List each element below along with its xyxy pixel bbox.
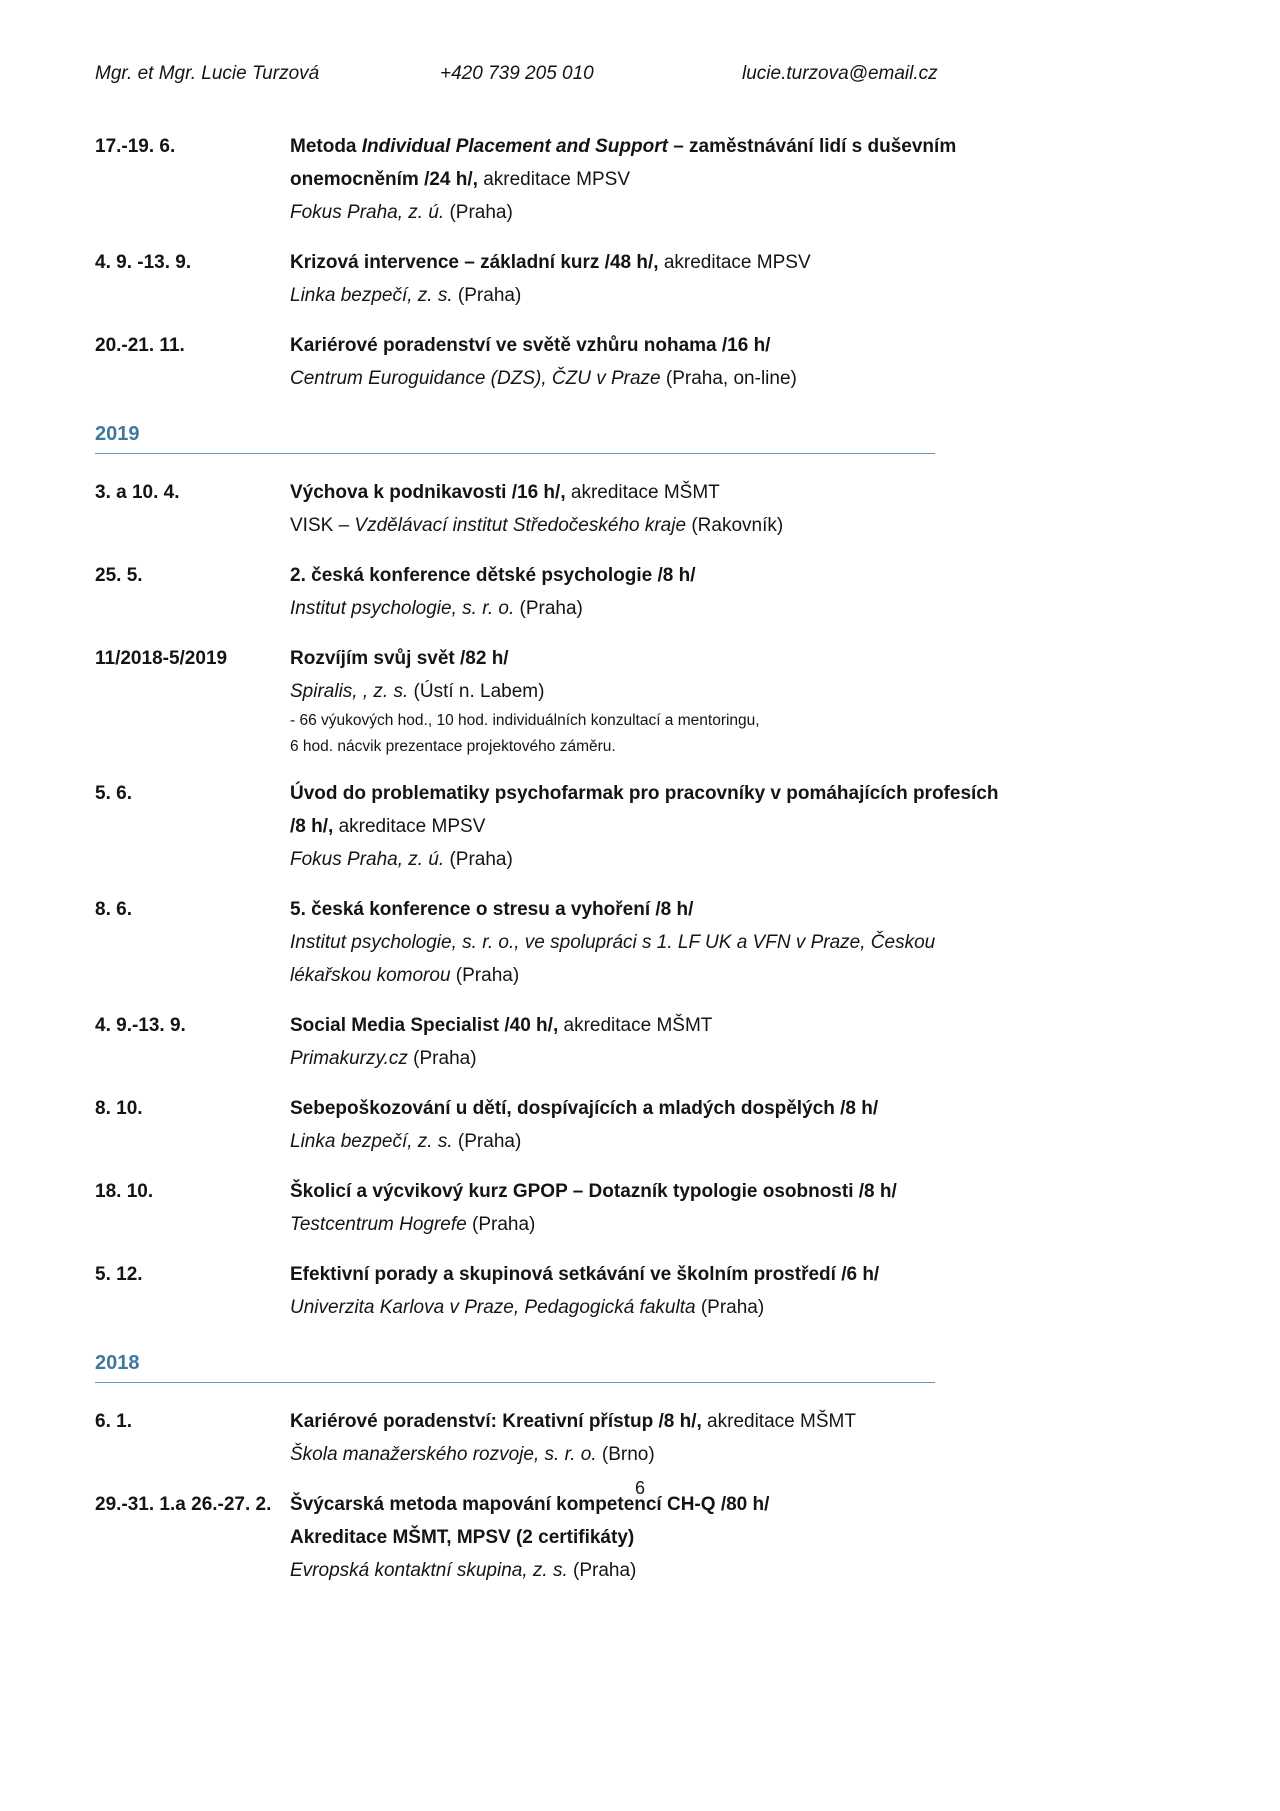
- entry-description: [290, 1258, 1015, 1324]
- entry-row: [95, 1009, 1185, 1075]
- entry-line: [290, 559, 1015, 592]
- entry-date: 29.-31. 1.a 26.-27. 2.: [95, 1494, 272, 1515]
- entry-line: [290, 196, 1015, 229]
- entry-text-segment: 5. česká konference o stresu a vyhoření /8 h/: [290, 899, 694, 920]
- entry-text-segment: Vzdělávací institut Středočeského kraje: [354, 515, 687, 536]
- entry-row: [95, 1405, 1185, 1471]
- entry-text-segment: Akreditace MŠMT, MPSV (2 certifikáty): [290, 1527, 635, 1548]
- entry-line: [290, 592, 1015, 625]
- entry-description: [290, 642, 1015, 760]
- entry-line: [290, 1175, 1015, 1208]
- entry-line: [290, 1258, 1015, 1291]
- entry-date: 5. 12.: [95, 1264, 143, 1285]
- entry-text-segment: 2. česká konference dětské psychologie /8 h/: [290, 565, 696, 586]
- entry-text-segment: Sebepoškozování u dětí, dospívajících a mladých dospělých /8 h/: [290, 1098, 879, 1119]
- entry-text-segment: Kariérové poradenství: Kreativní přístup /8 h/,: [290, 1411, 702, 1432]
- entry-line: [290, 476, 1015, 509]
- entry-text-segment: (Praha): [444, 849, 513, 870]
- entry-line: [290, 279, 1015, 312]
- entry-row: [95, 1175, 1185, 1241]
- entry-description: [290, 1092, 1015, 1158]
- entry-row: [95, 777, 1185, 876]
- entry-text-segment: VISK –: [290, 515, 355, 536]
- entry-text-segment: Linka bezpečí, z. s.: [290, 1131, 453, 1152]
- entry-date: 3. a 10. 4.: [95, 482, 180, 503]
- entry-description: [290, 1488, 1015, 1587]
- entry-text-segment: akreditace MŠMT: [558, 1015, 713, 1036]
- entry-line: [290, 708, 1015, 734]
- page-number: 6: [634, 1478, 645, 1498]
- entry-description: [290, 130, 1015, 229]
- entry-date: 25. 5.: [95, 565, 143, 586]
- entry-description: [290, 476, 1015, 542]
- entry-date: 8. 6.: [95, 899, 132, 920]
- entry-text-segment: akreditace MŠMT: [565, 482, 720, 503]
- entry-line: [290, 1125, 1015, 1158]
- entry-text-segment: (Praha): [695, 1297, 765, 1318]
- entry-row: [95, 893, 1185, 992]
- entries-area: [95, 130, 1185, 1587]
- entry-description: [290, 893, 1015, 992]
- entry-row: [95, 1488, 1185, 1587]
- entry-text-segment: (Brno): [596, 1444, 655, 1465]
- entry-text-segment: - 66 výukových hod., 10 hod. individuálních konzultací a mentoringu,: [290, 712, 760, 729]
- document-header: [95, 62, 1185, 86]
- entry-line: [290, 642, 1015, 675]
- entry-date: 4. 9.-13. 9.: [95, 1015, 186, 1036]
- entry-text-segment: Spiralis, , z. s.: [290, 681, 409, 702]
- entry-row: [95, 1258, 1185, 1324]
- entry-text-segment: Úvod do problematiky psychofarmak pro pracovníky v pomáhajících profesích /8 h/,: [290, 783, 999, 837]
- entry-date: 20.-21. 11.: [95, 335, 185, 356]
- entry-text-segment: (Praha): [466, 1214, 536, 1235]
- entry-line: [290, 130, 1015, 196]
- entry-description: [290, 1009, 1015, 1075]
- entry-line: [290, 1438, 1015, 1471]
- entry-line: [290, 1554, 1015, 1587]
- entry-text-segment: (Rakovník): [686, 515, 784, 536]
- entry-date: 17.-19. 6.: [95, 136, 176, 157]
- entry-text-segment: (Praha, on-line): [660, 368, 797, 389]
- entry-line: [290, 777, 1015, 843]
- entry-description: [290, 329, 1015, 395]
- entry-text-segment: (Praha): [444, 202, 513, 223]
- entry-text-segment: 6 hod. nácvik prezentace projektového záměru.: [290, 738, 616, 755]
- entry-line: [290, 362, 1015, 395]
- entry-text-segment: (Praha): [514, 598, 583, 619]
- entry-line: [290, 675, 1015, 708]
- entry-date: 11/2018-5/2019: [95, 648, 228, 669]
- entry-line: [290, 1208, 1015, 1241]
- entry-line: [290, 246, 1015, 279]
- entry-row: [95, 476, 1185, 542]
- entry-row: [95, 329, 1185, 395]
- entry-text-segment: Kariérové poradenství ve světě vzhůru nohama /16 h/: [290, 335, 771, 356]
- section-year-label: 2018: [95, 1352, 140, 1374]
- entry-date: 8. 10.: [95, 1098, 143, 1119]
- entry-text-segment: Metoda: [290, 136, 362, 157]
- entry-text-segment: (Praha): [452, 285, 522, 306]
- entry-line: [290, 329, 1015, 362]
- entry-line: [290, 1042, 1015, 1075]
- header-name: Mgr. et Mgr. Lucie Turzová: [95, 63, 320, 84]
- entry-date: 4. 9. -13. 9.: [95, 252, 192, 273]
- entry-line: [290, 509, 1015, 542]
- header-email: lucie.turzova@email.cz: [742, 63, 938, 84]
- entry-text-segment: – zaměstnávání lidí s duševním onemocněním /24 h/,: [290, 136, 957, 190]
- entry-text-segment: Institut psychologie, s. r. o., ve spolupráci s 1. LF UK a VFN v Praze, Českou lékařskou komorou: [290, 932, 936, 986]
- entry-line: [290, 843, 1015, 876]
- entry-text-segment: (Praha): [452, 1131, 522, 1152]
- entry-text-segment: Výchova k podnikavosti /16 h/,: [290, 482, 566, 503]
- entry-text-segment: Centrum Euroguidance (DZS), ČZU v Praze: [290, 368, 661, 389]
- entry-description: [290, 246, 1015, 312]
- section-year-heading: [95, 1351, 935, 1383]
- entry-text-segment: Škola manažerského rozvoje, s. r. o.: [290, 1444, 597, 1465]
- entry-description: [290, 1405, 1015, 1471]
- entry-description: [290, 777, 1015, 876]
- entry-line: [290, 1521, 1015, 1554]
- entry-text-segment: Krizová intervence – základní kurz /48 h/,: [290, 252, 659, 273]
- entry-text-segment: Individual Placement and Support: [361, 136, 668, 157]
- entry-text-segment: Fokus Praha, z. ú.: [290, 849, 445, 870]
- entry-text-segment: Institut psychologie, s. r. o.: [290, 598, 515, 619]
- entry-text-segment: akreditace MŠMT: [701, 1411, 856, 1432]
- entry-text-segment: (Ústí n. Labem): [408, 681, 545, 702]
- entry-text-segment: Rozvíjím svůj svět /82 h/: [290, 648, 509, 669]
- entry-text-segment: Univerzita Karlova v Praze, Pedagogická fakulta: [290, 1297, 696, 1318]
- entry-description: [290, 1175, 1015, 1241]
- entry-text-segment: Linka bezpečí, z. s.: [290, 285, 453, 306]
- entry-text-segment: Testcentrum Hogrefe: [290, 1214, 467, 1235]
- entry-date: 6. 1.: [95, 1411, 132, 1432]
- entry-text-segment: (Praha): [407, 1048, 477, 1069]
- entry-line: [290, 1092, 1015, 1125]
- section-year-heading: [95, 422, 935, 454]
- entry-text-segment: Social Media Specialist /40 h/,: [290, 1015, 559, 1036]
- entry-description: [290, 559, 1015, 625]
- entry-text-segment: Fokus Praha, z. ú.: [290, 202, 445, 223]
- entry-text-segment: akreditace MPSV: [333, 816, 486, 837]
- entry-text-segment: (Praha): [450, 965, 520, 986]
- entry-line: [290, 1009, 1015, 1042]
- entry-line: [290, 893, 1015, 926]
- entry-line: [290, 734, 1015, 760]
- entry-row: [95, 1092, 1185, 1158]
- entry-row: [95, 642, 1185, 760]
- entry-line: [290, 926, 1015, 992]
- entry-row: [95, 130, 1185, 229]
- entry-line: [290, 1291, 1015, 1324]
- entry-text-segment: akreditace MPSV: [477, 169, 631, 190]
- header-phone: +420 739 205 010: [440, 63, 594, 84]
- entry-text-segment: akreditace MPSV: [658, 252, 811, 273]
- entry-date: 18. 10.: [95, 1181, 154, 1202]
- entry-text-segment: Švýcarská metoda mapování kompetencí CH-Q /80 h/: [290, 1494, 770, 1515]
- entry-text-segment: (Praha): [567, 1560, 637, 1581]
- entry-text-segment: Primakurzy.cz: [290, 1048, 408, 1069]
- entry-text-segment: Evropská kontaktní skupina, z. s.: [290, 1560, 568, 1581]
- entry-text-segment: Školicí a výcvikový kurz GPOP – Dotazník typologie osobnosti /8 h/: [290, 1181, 897, 1202]
- entry-date: 5. 6.: [95, 783, 132, 804]
- entry-line: [290, 1405, 1015, 1438]
- entry-text-segment: Efektivní porady a skupinová setkávání ve školním prostředí /6 h/: [290, 1264, 880, 1285]
- entry-row: [95, 246, 1185, 312]
- entry-row: [95, 559, 1185, 625]
- section-year-label: 2019: [95, 423, 140, 445]
